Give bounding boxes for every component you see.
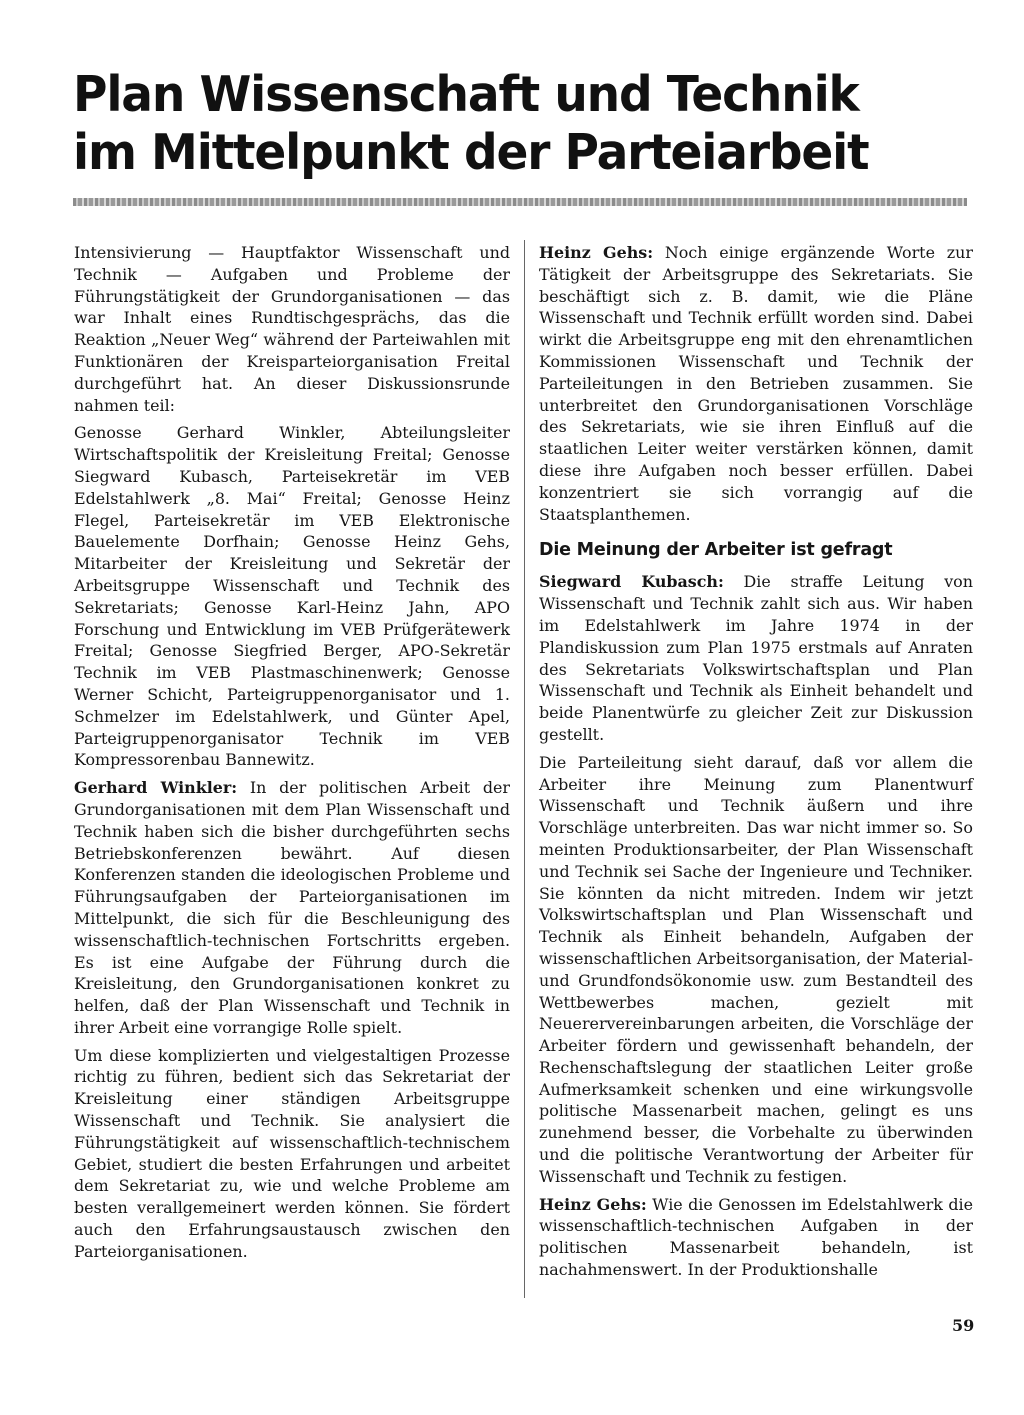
participants-paragraph: Genosse Gerhard Winkler, Abteilungsleiter Wirtschaftspolitik der Kreisleitung Freital; Genosse Siegward Kubasch, Parteisekretär im VEB Edelstahlwerk „8. Mai“ Freital; Genosse Heinz Flegel, Parteisekretär im VEB Elektronische Bauelemente Dorfhain; Genosse Heinz Gehs, Mitarbeiter der Kreisleitung und Sekretär der Arbeitsgruppe Wissenschaft und Technik des Sekretariats; Genosse Karl-Heinz Jahn, APO Forschung und Entwicklung im VEB Prüfgerätewerk Freital; Genosse Siegfried Berger, APO-Sekretär Technik im VEB Plastmaschinenwerk; Genosse Werner Schicht, Parteigruppenorganisator und 1. Schmelzer im Edelstahlwerk, und Günter Apel, Parteigruppenorganisator Technik im VEB Kompressorenbau Bannewitz. [74, 423, 510, 770]
speaker-name: Heinz Gehs: [539, 243, 654, 262]
speaker-text: Noch einige ergänzende Worte zur Tätigkeit der Arbeitsgruppe des Sekretariats. Sie beschäftigt sich z. B. damit, wie die Pläne Wissenschaft und Technik erfüllt worden sind. Dabei wirkt die Arbeitsgruppe eng mit den ehrenamtlichen Kommissionen Wissenschaft und Technik der Parteileitungen in den Betrieben zusammen. Sie unterbreitet den Grundorganisationen Vorschläge des Sekretariats, wie sie ihren Einfluß auf die staatlichen Leiter weiter verstärken können, damit diese ihre Aufgaben noch besser erfüllen. Dabei konzentriert sie sich vorrangig auf die Staatsplanthemen. [539, 243, 973, 524]
page-number: 59 [952, 1316, 975, 1335]
winkler-paragraph [74, 777, 510, 1039]
speaker-text: In der politischen Arbeit der Grundorganisationen mit dem Plan Wissenschaft und Technik haben sich die bisher durchgeführten sechs Betriebskonferenzen bewährt. Auf diesen Konferenzen standen die ideologischen Probleme und Führungsaufgaben der Parteiorganisationen im Mittelpunkt, die sich für die Beschleunigung des wissenschaftlich-technischen Fortschritts ergeben. Es ist eine Aufgabe der Führung durch die Kreisleitung, den Grundorganisationen konkret zu helfen, daß der Plan Wissenschaft und Technik in ihrer Arbeit eine vorrangige Rolle spielt. [74, 778, 510, 1037]
kubasch-paragraph-2: Die Parteileitung sieht darauf, daß vor allem die Arbeiter ihre Meinung zum Planentwurf Wissenschaft und Technik äußern und ihre Vorschläge unterbreiten. Das war nicht immer so. So meinten Produktionsarbeiter, der Plan Wissenschaft und Technik sei Sache der Ingenieure und Techniker. Sie könnten da nicht mitreden. Indem wir jetzt Volkswirtschaftsplan und Plan Wissenschaft und Technik als Einheit behandeln, Aufgaben der wissenschaftlichen Arbeitsorganisation, der Material- und Grundfondsökonomie usw. zum Bestandteil des Wettbewerbes machen, gezielt mit Neuerervereinbarungen arbeiten, die Vorschläge der Arbeiter fördern und gewissenhaft behandeln, der Rechenschaftslegung der staatlichen Leiter große Aufmerksamkeit schenken und eine wirkungsvolle politische Massenarbeit machen, gelingt es uns zunehmend besser, die Vorbehalte zu überwinden und die politische Verantwortung der Arbeiter für Wissenschaft und Technik zu festigen. [539, 752, 973, 1186]
speaker-name: Siegward Kubasch: [539, 572, 724, 592]
left-column [74, 242, 510, 1269]
speaker-name: Gerhard Winkler: [74, 778, 238, 798]
column-divider [524, 240, 525, 1298]
title-line-1: Plan Wissenschaft und Technik [73, 66, 859, 123]
winkler-paragraph-2: Um diese komplizierten und vielgestaltigen Prozesse richtig zu führen, bedient sich das Sekretariat der Kreisleitung einer ständigen Arbeitsgruppe Wissenschaft und Technik. Sie analysiert die Führungstätigkeit auf wissenschaftlich-technischem Gebiet, studiert die besten Erfahrungen und arbeitet dem Sekretariat zu, wie und welche Probleme am besten verallgemeinert werden können. Sie fördert auch den Erfahrungsaustausch zwischen den Parteiorganisationen. [74, 1045, 510, 1261]
title-rule [73, 198, 967, 206]
intro-paragraph: Intensivierung — Hauptfaktor Wissenschaft und Technik — Aufgaben und Probleme der Führungstätigkeit der Grundorganisationen — das war Inhalt eines Rundtischgesprächs, das die Reaktion „Neuer Weg“ während der Parteiwahlen mit Funktionären der Kreisparteiorganisation Freital durchgeführt hat. An dieser Diskussionsrunde nahmen teil: [74, 243, 510, 415]
kubasch-paragraph [539, 571, 973, 745]
right-column [539, 242, 973, 1287]
speaker-text: Die straffe Leitung von Wissenschaft und Technik zahlt sich aus. Wir haben im Edelstahlwerk im Jahre 1974 in der Plandiskussion zum Plan 1975 erstmals auf Anraten des Sekretariats Volkswirtschaftsplan und Plan Wissenschaft und Technik als Einheit behandelt und beide Planentwürfe zu gleicher Zeit zur Diskussion gestellt. [539, 572, 973, 744]
gehs-paragraph-1 [539, 242, 973, 525]
section-subheading: Die Meinung der Arbeiter ist gefragt [539, 540, 893, 561]
speaker-name: Heinz Gehs: [539, 1194, 647, 1214]
speaker-text: Wie die Genossen im Edelstahlwerk die wissenschaftlich-technischen Aufgaben in der politischen Massenarbeit behandeln, ist nachahmenswert. In der Produktionshalle [539, 1194, 973, 1280]
gehs-paragraph-2 [539, 1194, 973, 1281]
title-line-2: im Mittelpunkt der Parteiarbeit [73, 124, 869, 181]
article-title [73, 66, 973, 182]
